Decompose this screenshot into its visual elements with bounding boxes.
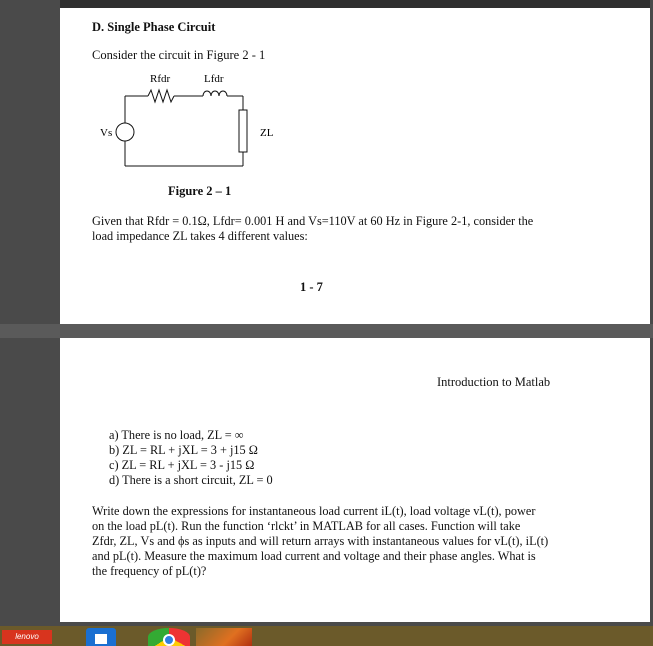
task-line: Write down the expressions for instantaneous load current iL(t), load voltage vL(t), power xyxy=(92,504,536,518)
document-page-2 xyxy=(60,338,650,622)
load-label: ZL xyxy=(260,127,274,139)
load-box xyxy=(239,110,247,152)
section-heading: D. Single Phase Circuit xyxy=(92,20,216,34)
given-paragraph xyxy=(92,214,632,244)
case-item: a) There is no load, ZL = ∞ xyxy=(109,428,244,442)
chrome-icon[interactable] xyxy=(148,628,190,646)
case-item: d) There is a short circuit, ZL = 0 xyxy=(109,473,273,487)
resistor-label: Rfdr xyxy=(150,73,171,85)
page-number: 1 - 7 xyxy=(300,280,323,294)
task-paragraph xyxy=(92,504,637,579)
intro-text: Consider the circuit in Figure 2 - 1 xyxy=(92,48,266,62)
running-header: Introduction to Matlab xyxy=(437,375,551,389)
document-page-1 xyxy=(60,0,650,324)
matlab-icon[interactable] xyxy=(196,628,252,646)
figure-caption: Figure 2 – 1 xyxy=(168,184,232,198)
inductor-symbol xyxy=(203,91,227,96)
given-line-2: load impedance ZL takes 4 different values: xyxy=(92,229,308,243)
case-item: c) ZL = RL + jXL = 3 - j15 Ω xyxy=(109,458,255,472)
source-label: Vs xyxy=(100,127,113,139)
inductor-label: Lfdr xyxy=(204,73,224,85)
circuit-diagram xyxy=(90,66,300,181)
task-line: on the load pL(t). Run the function ‘rlckt’ in MATLAB for all cases. Function will take xyxy=(92,519,521,533)
task-line: Zfdr, ZL, Vs and ϕs as inputs and will return arrays with instantaneous values for vL(t), iL(t) xyxy=(92,534,549,548)
lenovo-logo: lenovo xyxy=(2,630,52,644)
store-icon[interactable] xyxy=(86,628,116,646)
voltage-source xyxy=(116,123,134,141)
given-line-1: Given that Rfdr = 0.1Ω, Lfdr= 0.001 H and Vs=110V at 60 Hz in Figure 2-1, consider the xyxy=(92,214,534,228)
task-line: the frequency of pL(t)? xyxy=(92,564,207,578)
case-item: b) ZL = RL + jXL = 3 + j15 Ω xyxy=(109,443,258,457)
resistor-symbol xyxy=(148,90,174,102)
page-separator xyxy=(0,324,653,338)
taskbar xyxy=(0,626,653,646)
task-line: and pL(t). Measure the maximum load current and voltage and their phase angles. What is xyxy=(92,549,536,563)
cases-list xyxy=(109,428,273,488)
